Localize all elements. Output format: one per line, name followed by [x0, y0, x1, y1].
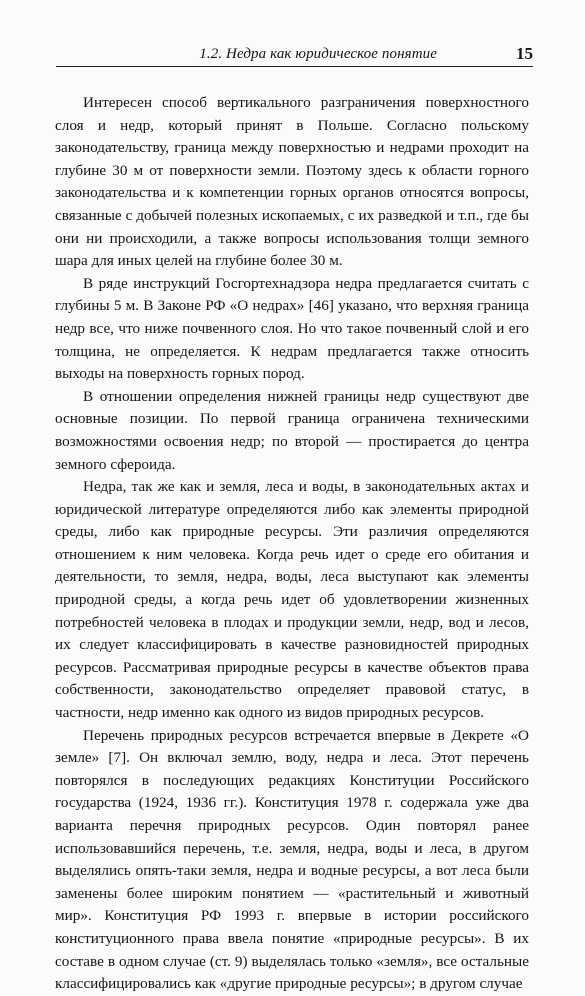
page-header — [56, 44, 533, 67]
paragraph-2: В ряде инструкций Госгортехнадзора недра предлагается считать с глубины 5 м. В Законе РФ «О недрах» [46] указано, что верхняя граница недр все, что ниже почвенного слоя. Но что такое почвенный слой и его толщина, не определяется. К недрам предлагается также относить выходы на поверхность горных пород. — [55, 274, 529, 383]
page-number: 15 — [516, 44, 533, 63]
paragraph-5: Перечень природных ресурсов встречается впервые в Декрете «О земле» [7]. Он включал землю, воду, недра и леса. Этот перечень повторялся в последующих редакциях Конституции Российского государства (1924, 1936 гг.). Конституция 1978 г. содержала уже два варианта перечня природных ресурсов. Один повторял ранее использовавшийся перечень, т.е. земля, недра, воды и леса, в другом выделялись опять-таки земля, недра и водные ресурсы, а вот леса были заменены более широким понятием — «растительный и животный мир». Конституция РФ 1993 г. впервые в истории российского конституционного права ввела понятие «природные ресурсы». В их составе в одном случае (ст. 9) выделялась только «земля», все остальные классифицировались как «другие природные ресурсы»; в другом случае — [55, 726, 529, 993]
paragraph-4: Недра, так же как и земля, леса и воды, в законодательных актах и юридической литературе определяются либо как элементы природной среды, либо как природные ресурсы. Эти различия определяются отношением к ним человека. Когда речь идет о среде его обитания и деятельности, то земля, недра, воды, леса выступают как элементы природной среды, а когда речь идет об удовлетворении жизненных потребностей человека в плодах и продукции земли, недр, вод и лесов, их следует классифицировать в качестве разновидностей природных ресурсов. Рассматривая природные ресурсы в качестве объектов права собственности, законодательство определяет правовой статус, в частности, недр именно как одного из видов природных ресурсов. — [55, 478, 529, 722]
paragraph-1: Интересен способ вертикального разграничения поверхностного слоя и недр, который принят в Польше. Согласно польскому законодательству, граница между поверхностью и недрами проходит на глубине 30 м от поверхности земли. Поэтому здесь к области горного законодательства и к компетенции горных органов относятся вопросы, связанные с добычей полезных ископаемых, с их разведкой и т.п., где бы они ни происходили, а также вопросы использования толщи земного шара для иных целей на глубине более 30 м. — [55, 94, 529, 270]
body-text — [55, 92, 529, 996]
paragraph-3: В отношении определения нижней границы недр существуют две основные позиции. По первой граница ограничена техническими возможностями освоения недр; по второй — простирается до центра земного сфероида. — [55, 387, 529, 473]
running-head: 1.2. Недра как юридическое понятие — [199, 46, 437, 62]
